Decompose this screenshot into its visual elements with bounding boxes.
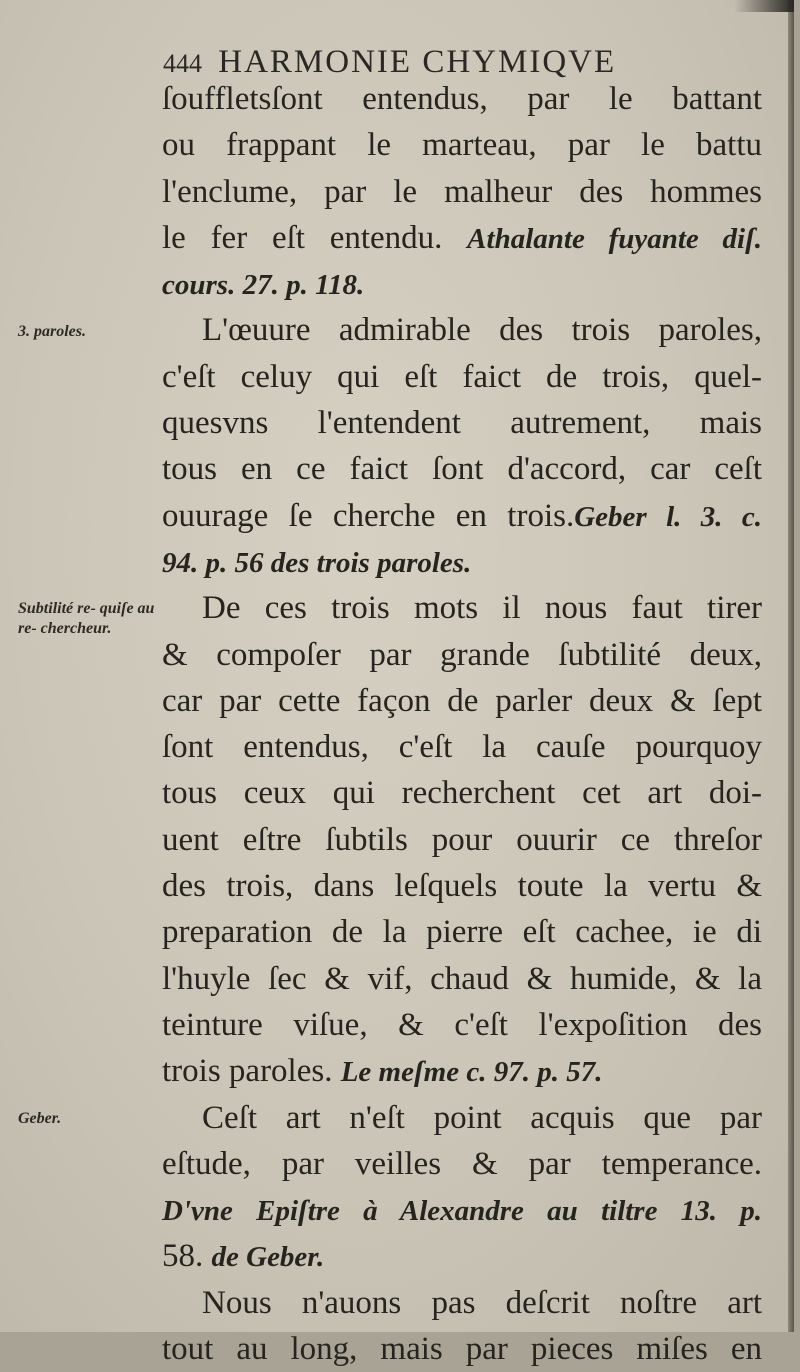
- text-line: [162, 76, 762, 122]
- text-line: [162, 354, 762, 400]
- line-text: & compoſer par grande ſubtilité deux,: [162, 636, 762, 673]
- line-text: ſouffletsſont entendus, par le battant: [162, 81, 762, 117]
- line-text: trois paroles.: [162, 1053, 341, 1090]
- line-text: Ceſt art n'eſt point acquis que par: [202, 1099, 762, 1136]
- text-line: [162, 261, 762, 307]
- line-text: eſtude, par veilles & par temperance.: [162, 1145, 762, 1182]
- text-line: [162, 400, 762, 446]
- line-text: le fer eſt entendu.: [162, 219, 468, 256]
- line-text: tous en ce faict ſont d'accord, car ceſt: [162, 451, 762, 488]
- text-line: [162, 817, 762, 863]
- line-text: car par cette façon de parler deux & ſept: [162, 682, 762, 719]
- text-line: [162, 678, 762, 724]
- citation-text: de Geber.: [211, 1241, 325, 1274]
- margin-note: 3. paroles.: [18, 322, 86, 340]
- line-text: ſont entendus, c'eſt la cauſe pourquoy: [162, 729, 762, 766]
- line-text: l'huyle ſec & vif, chaud & humide, & la: [162, 960, 762, 997]
- text-line: [162, 539, 762, 585]
- text-line: [162, 1326, 762, 1372]
- margin-note: Subtilité re- quiſe au re- chercheur.: [18, 600, 155, 638]
- text-line: [162, 724, 762, 770]
- text-line: [162, 215, 762, 261]
- line-text: tout au long, mais par pieces miſes en: [162, 1331, 762, 1368]
- text-line: [162, 956, 762, 1002]
- text-line: [162, 1280, 762, 1326]
- page-edge: [788, 0, 794, 1332]
- line-text: Nous n'auons pas deſcrit noſtre art: [202, 1284, 762, 1321]
- citation-text: D'vne Epiſtre à Alexandre au tiltre 13. p.: [162, 1195, 762, 1228]
- citation-text: 94. p. 56 des trois paroles.: [162, 546, 472, 579]
- running-title: HARMONIE CHYMIQVE: [218, 44, 617, 80]
- line-text: ou frappant le marteau, par le battu: [162, 127, 762, 164]
- text-line: [162, 1233, 762, 1279]
- citation-text: Le meſme c. 97. p. 57.: [340, 1056, 603, 1089]
- citation-text: Geber l. 3. c.: [574, 500, 762, 533]
- line-text: L'œuure admirable des trois paroles,: [202, 312, 762, 349]
- text-line: [162, 909, 762, 955]
- text-line: [162, 307, 762, 353]
- line-text: preparation de la pierre eſt cachee, ie di: [162, 914, 762, 951]
- body-text: [162, 76, 762, 1372]
- line-text: tous ceux qui recherchent cet art doi-: [162, 775, 762, 812]
- text-line: [162, 1048, 762, 1094]
- text-line: [162, 1095, 762, 1141]
- text-line: [162, 169, 762, 215]
- text-line: [162, 1141, 762, 1187]
- text-line: [162, 122, 762, 168]
- line-text: quesvns l'entendent autrement, mais: [162, 405, 762, 442]
- text-line: [162, 632, 762, 678]
- citation-text: Athalante fuyante diſ.: [467, 222, 763, 255]
- citation-text: cours. 27. p. 118.: [162, 269, 365, 302]
- text-line: [162, 493, 762, 539]
- binding-shadow: [734, 0, 794, 12]
- line-text: des trois, dans leſquels toute la vertu &: [162, 868, 762, 905]
- line-text: c'eſt celuy qui eſt faict de trois, quel-: [162, 358, 762, 395]
- line-text: teinture viſue, & c'eſt l'expoſition des: [162, 1006, 762, 1043]
- text-line: [162, 1187, 762, 1233]
- line-text: l'enclume, par le malheur des hommes: [162, 173, 762, 210]
- line-text: 58.: [162, 1238, 212, 1275]
- text-line: [162, 1002, 762, 1048]
- line-text: De ces trois mots il nous faut tirer: [202, 590, 762, 627]
- page-number: 444: [163, 49, 202, 78]
- line-text: uent eſtre ſubtils pour ouurir ce threſor: [162, 821, 762, 858]
- line-text: ouurage ſe cherche en trois.: [162, 497, 575, 534]
- margin-note: Geber.: [18, 1109, 62, 1127]
- text-line: [162, 863, 762, 909]
- text-line: [162, 770, 762, 816]
- text-line: [162, 446, 762, 492]
- text-line: [162, 585, 762, 631]
